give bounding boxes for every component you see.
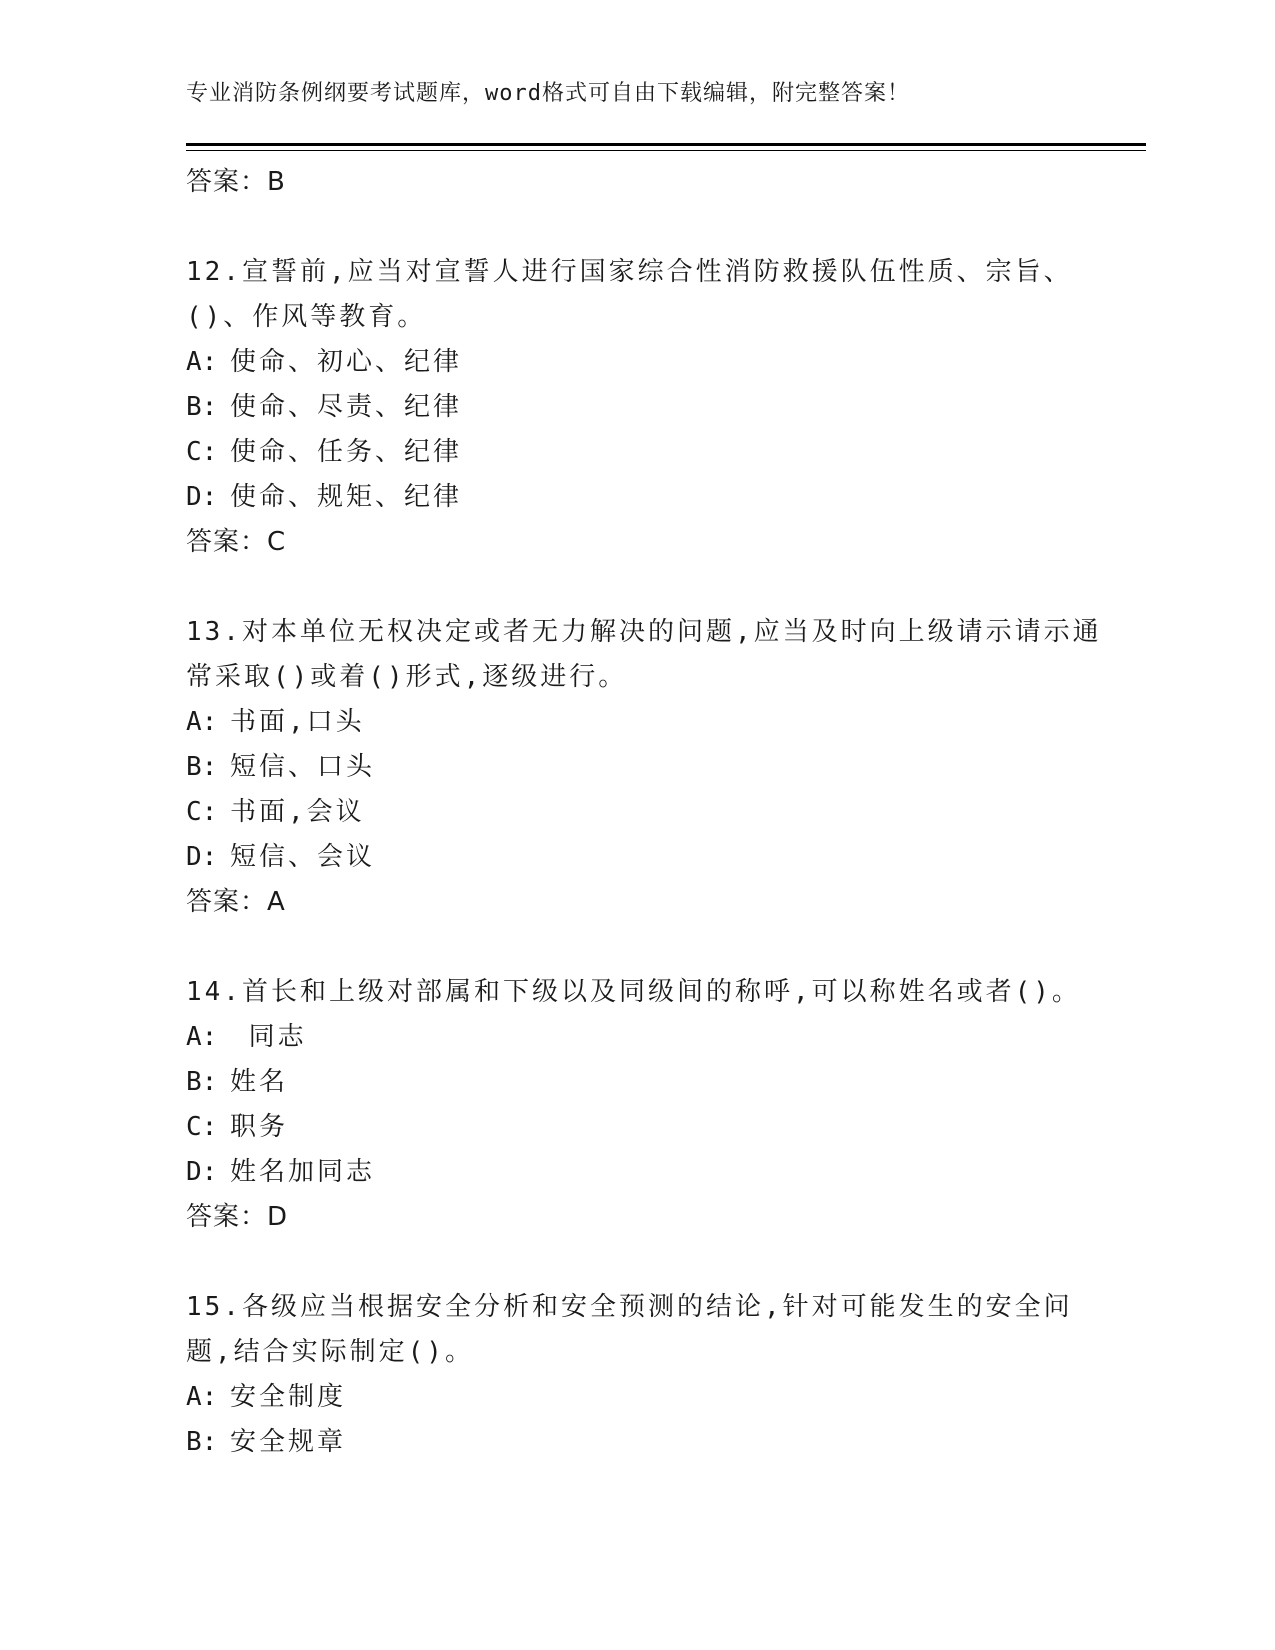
page-header: 专业消防条例纲要考试题库，word格式可自由下载编辑，附完整答案！ bbox=[186, 81, 910, 106]
question-block bbox=[186, 250, 1106, 564]
option-letter: D: bbox=[186, 842, 218, 872]
header-rule-thin bbox=[186, 150, 1146, 151]
option-c bbox=[186, 430, 1106, 475]
option-text: 使命、尽责、纪律 bbox=[230, 392, 463, 422]
question-list bbox=[186, 160, 1106, 1465]
question-stem: 12.宣誓前,应当对宣誓人进行国家综合性消防救援队伍性质、宗旨、()、作风等教育。 bbox=[186, 257, 1073, 332]
option-text: 使命、任务、纪律 bbox=[230, 437, 463, 467]
question-stem: 15.各级应当根据安全分析和安全预测的结论,针对可能发生的安全问题,结合实际制定()。 bbox=[186, 1292, 1073, 1367]
option-text: 职务 bbox=[230, 1112, 289, 1142]
answer-line: 答案：A bbox=[186, 887, 286, 917]
question-block bbox=[186, 610, 1106, 924]
option-a bbox=[186, 340, 1106, 385]
option-letter: B: bbox=[186, 1067, 218, 1097]
option-text: 安全规章 bbox=[230, 1427, 347, 1457]
option-b bbox=[186, 745, 1106, 790]
option-a bbox=[186, 1375, 1106, 1420]
option-text: 安全制度 bbox=[230, 1382, 347, 1412]
option-text: 使命、初心、纪律 bbox=[230, 347, 463, 377]
option-b bbox=[186, 385, 1106, 430]
option-text: 同志 bbox=[230, 1022, 307, 1052]
option-letter: A: bbox=[186, 707, 218, 737]
option-d bbox=[186, 835, 1106, 880]
option-letter: A: bbox=[186, 1382, 218, 1412]
answer-line: 答案：C bbox=[186, 527, 287, 557]
option-letter: D: bbox=[186, 482, 218, 512]
option-letter: A: bbox=[186, 1022, 218, 1052]
option-letter: B: bbox=[186, 392, 218, 422]
option-text: 短信、口头 bbox=[230, 752, 376, 782]
option-text: 使命、规矩、纪律 bbox=[230, 482, 463, 512]
answer-line: 答案：D bbox=[186, 1202, 289, 1232]
option-letter: B: bbox=[186, 1427, 218, 1457]
option-c bbox=[186, 1105, 1106, 1150]
option-b bbox=[186, 1420, 1106, 1465]
option-text: 书面,会议 bbox=[230, 797, 365, 827]
option-text: 姓名 bbox=[230, 1067, 289, 1097]
option-a bbox=[186, 1015, 1106, 1060]
question-stem: 13.对本单位无权决定或者无力解决的问题,应当及时向上级请示请示通常采取()或着()形式,逐级进行。 bbox=[186, 617, 1102, 692]
option-c bbox=[186, 790, 1106, 835]
option-d bbox=[186, 1150, 1106, 1195]
question-stem: 14.首长和上级对部属和下级以及同级间的称呼,可以称姓名或者()。 bbox=[186, 977, 1081, 1007]
question-block bbox=[186, 970, 1106, 1239]
option-text: 短信、会议 bbox=[230, 842, 376, 872]
option-letter: D: bbox=[186, 1157, 218, 1187]
option-text: 姓名加同志 bbox=[230, 1157, 376, 1187]
option-b bbox=[186, 1060, 1106, 1105]
option-text: 书面,口头 bbox=[230, 707, 365, 737]
option-letter: A: bbox=[186, 347, 218, 377]
option-a bbox=[186, 700, 1106, 745]
option-letter: C: bbox=[186, 797, 218, 827]
option-letter: C: bbox=[186, 437, 218, 467]
option-d bbox=[186, 475, 1106, 520]
option-letter: B: bbox=[186, 752, 218, 782]
question-block bbox=[186, 1285, 1106, 1465]
answer-line: 答案：B bbox=[186, 167, 286, 197]
option-letter: C: bbox=[186, 1112, 218, 1142]
header-rule-thick bbox=[186, 143, 1146, 146]
